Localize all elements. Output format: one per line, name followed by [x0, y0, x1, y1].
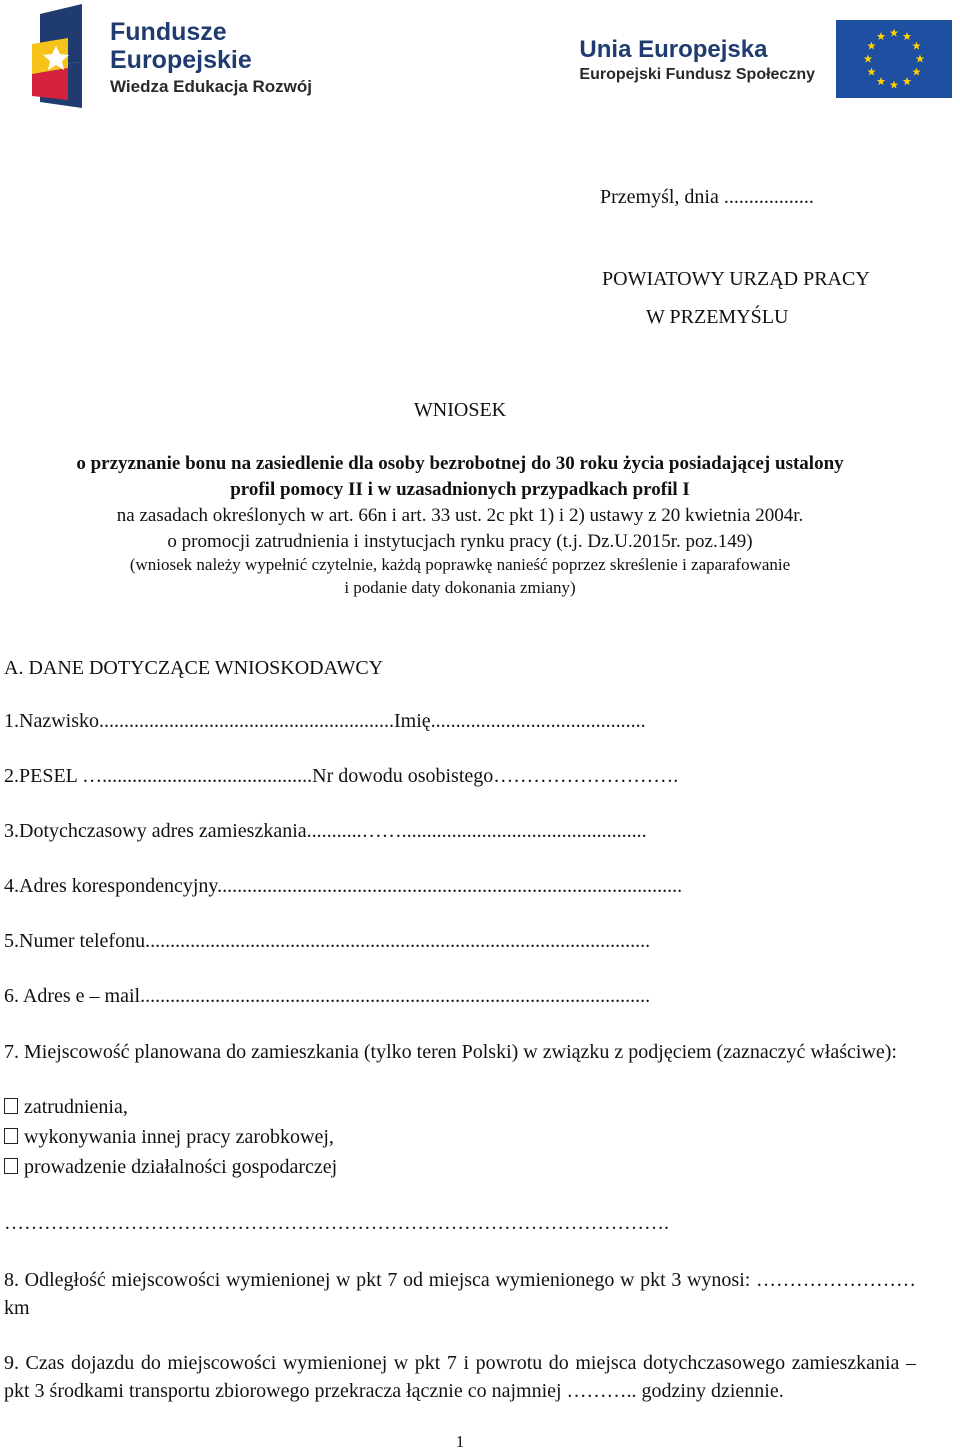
fe-logo-line1: Fundusze	[110, 18, 227, 46]
option-business[interactable]	[4, 1156, 337, 1179]
title-line1: o przyznanie bonu na zasiedlenie dla osoby bezrobotnej do 30 roku życia posiadającej ustalony	[76, 453, 844, 474]
fe-logo-line3: Wiedza Edukacja Rozwój	[110, 77, 312, 96]
option-other-work-label: wykonywania innej pracy zarobkowej,	[24, 1126, 334, 1148]
eu-logo-line1: Unia Europejska	[579, 36, 768, 63]
option-other-work[interactable]	[4, 1126, 334, 1149]
fe-logo-line2: Europejskie	[110, 46, 252, 74]
field-travel-time[interactable]: 9. Czas dojazdu do miejscowości wymienionej w pkt 7 i powrotu do miejsca dotychczasowego zamieszkania – pkt 3 środkami transportu zbiorowego przekracza łącznie co najmniej ……….. godziny dziennie.	[4, 1352, 916, 1402]
option-employment[interactable]	[4, 1096, 128, 1119]
eu-flag-icon	[836, 20, 952, 98]
field-correspondence-address[interactable]: 4.Adres korespondencyjny.............................................................................................	[4, 875, 683, 897]
checkbox-icon[interactable]	[4, 1158, 18, 1174]
option-employment-label: zatrudnienia,	[24, 1096, 128, 1118]
page-number: 1	[455, 1432, 465, 1451]
title-line2: profil pomocy II i w uzasadnionych przypadkach profil I	[230, 479, 690, 500]
section-a-heading: A. DANE DOTYCZĄCE WNIOSKODAWCY	[4, 657, 384, 679]
field-current-address[interactable]: 3.Dotychczasowy adres zamieszkania...........…….................................................	[4, 820, 647, 842]
field-surname-name[interactable]: 1.Nazwisko...........................................................Imię...........................................	[4, 710, 646, 732]
field-distance[interactable]: 8. Odległość miejscowości wymienionej w pkt 7 od miejsca wymienionego w pkt 3 wynosi: ……………………km	[4, 1269, 916, 1319]
field-planned-location-text: 7. Miejscowość planowana do zamieszkania (tylko teren Polski) w związku z podjęciem (zaznaczyć właściwe):	[4, 1041, 897, 1063]
field-phone[interactable]: 5.Numer telefonu.....................................................................................................	[4, 930, 651, 952]
eu-logo-text	[579, 36, 815, 86]
checkbox-icon[interactable]	[4, 1128, 18, 1144]
title-line4: o promocji zatrudnienia i instytucjach rynku pracy (t.j. Dz.U.2015r. poz.149)	[167, 531, 753, 552]
instruction-note1: (wniosek należy wypełnić czytelnie, każdą poprawkę nanieść poprzez skreślenie i zaparafowanie	[129, 555, 791, 574]
checkbox-icon[interactable]	[4, 1098, 18, 1114]
field-pesel-id[interactable]: 2.PESEL …..........................................Nr dowodu osobistego……………………….	[4, 765, 679, 787]
fundusze-europejskie-logo-icon	[32, 4, 102, 108]
place-date: Przemyśl, dnia ..................	[600, 186, 814, 208]
fe-logo-text	[110, 18, 312, 98]
option-business-label: prowadzenie działalności gospodarczej	[24, 1156, 338, 1178]
field-planned-location[interactable]: ……………………………………………………………………………………….	[4, 1212, 669, 1234]
form-heading: WNIOSEK	[413, 399, 507, 421]
office-line1: POWIATOWY URZĄD PRACY	[602, 268, 870, 290]
page-header	[0, 0, 960, 120]
office-line2: W PRZEMYŚLU	[646, 306, 789, 328]
instruction-note2: i podanie daty dokonania zmiany)	[344, 578, 576, 597]
field-email[interactable]: 6. Adres e – mail......................................................................................................	[4, 985, 651, 1007]
title-line3: na zasadach określonych w art. 66n i art. 33 ust. 2c pkt 1) i 2) ustawy z 20 kwietnia 2004r.	[116, 505, 804, 526]
eu-logo-line2: Europejski Fundusz Społeczny	[579, 66, 815, 83]
